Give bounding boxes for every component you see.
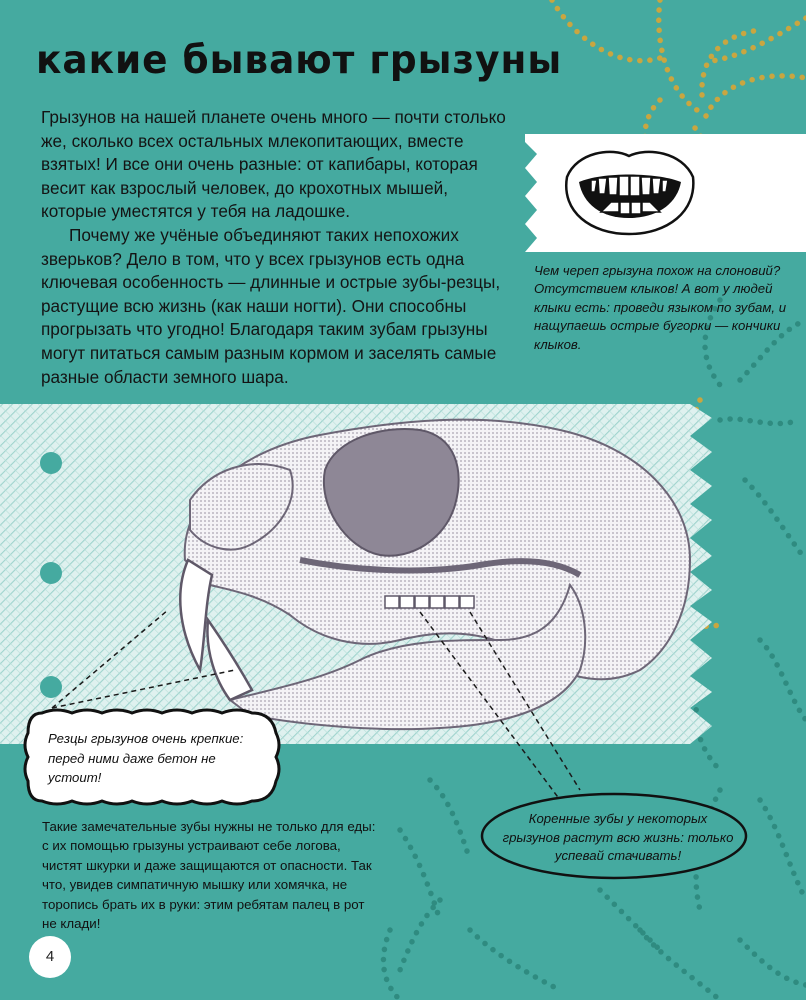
intro-paragraph-1: Грызунов на нашей планете очень много — почти столько же, сколько всех остальных млекопитающих, вместе взятых! И все они очень разные: от капибары, которая весит как взрослый человек, до крохотных мышей, которые уместятся у тебя на ладошке.	[41, 107, 506, 222]
smile-teeth-icon	[557, 142, 702, 240]
teeth-caption: Чем череп грызуна похож на слоновий? Отсутствием клыков! А вот у людей клыки есть: проведи языком по зубам, и нащупаешь острые бугорки — кончики клыков.	[534, 263, 787, 352]
page-title: какие бывают грызуны	[36, 38, 563, 83]
page-number: 4	[29, 936, 71, 978]
molars-callout: Коренные зубы у некоторых грызунов растут всю жизнь: только успевай стачивать!	[502, 811, 734, 863]
incisors-callout: Резцы грызунов очень крепкие: перед ними даже бетон не устоит!	[48, 731, 244, 785]
bottom-paragraph: Такие замечательные зубы нужны не только для еды: с их помощью грызуны устраивают себе логова, чистят шкурки и даже защищаются от опасности. Так что, увидев симпатичную мышку или хомячка, не торопись брать их в руки: этим ребятам палец в рот не клади!	[42, 819, 376, 932]
intro-paragraph-2: Почему же учёные объединяют таких непохожих зверьков? Дело в том, что у всех грызунов есть одна ключевая особенность — длинные и острые зубы-резцы, растущие всю жизнь (как наши ногти). Они способны прогрызать что угодно! Благодаря таким зубам грызуны могут питаться самым разным кормом и заселять самые разные области земного шара.	[41, 224, 501, 387]
intro-text	[41, 106, 511, 389]
